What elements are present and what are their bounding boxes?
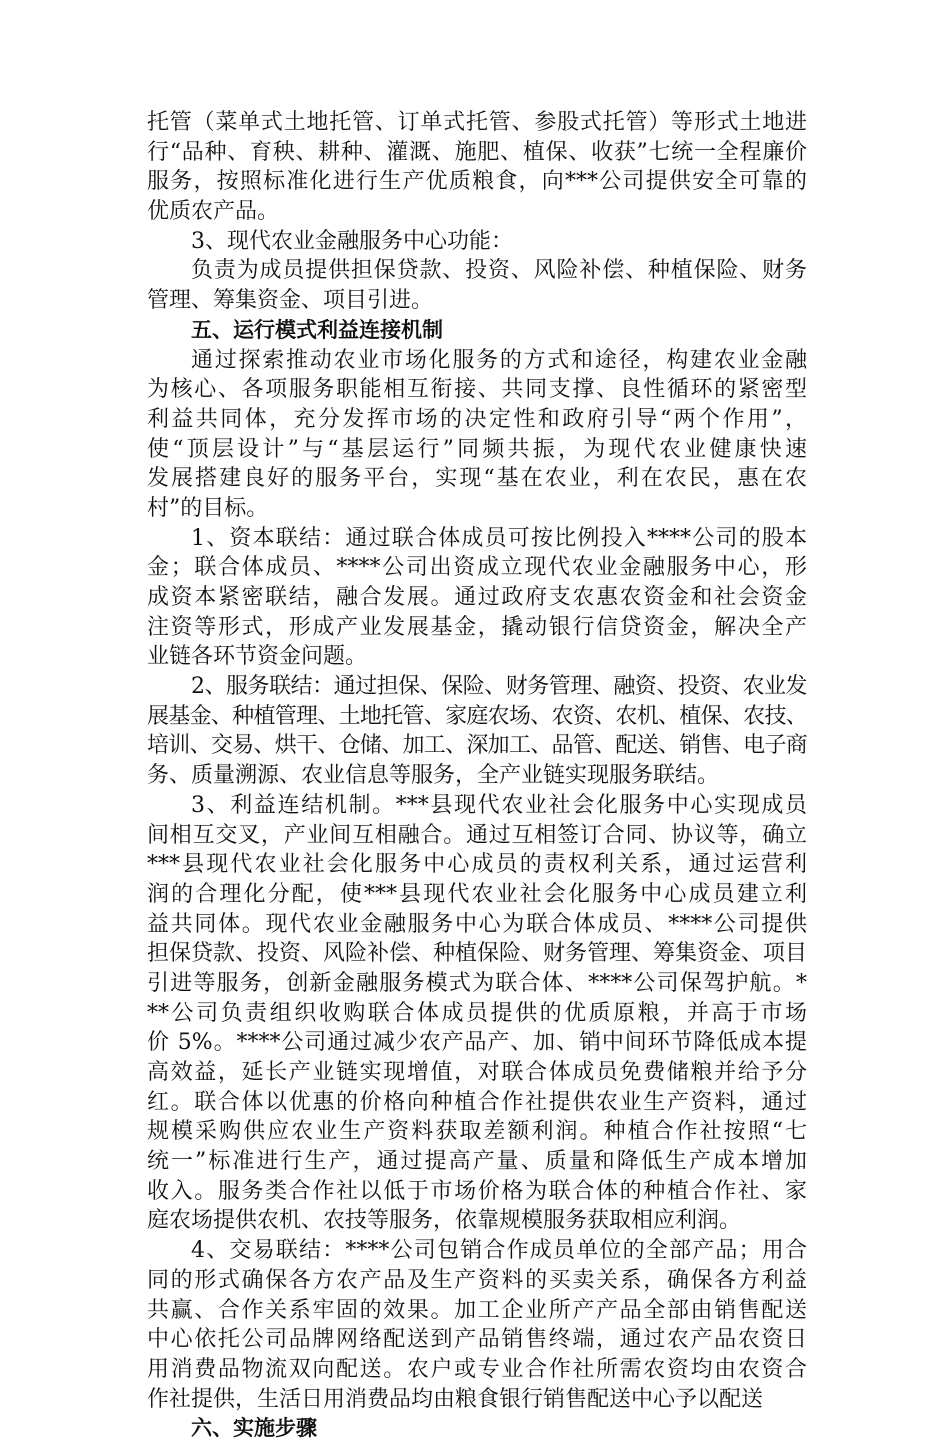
paragraph xyxy=(147,1236,807,1414)
paragraph xyxy=(147,524,807,672)
paragraph-line: 庭农场提供农机、农技等服务，依靠规模服务获取相应利润。 xyxy=(147,1208,742,1234)
paragraph-line: 润的合理化分配，使***县现代农业社会化服务中心成员建立利 xyxy=(147,881,807,907)
paragraph-line: 使“顶层设计”与“基层运行”同频共振，为现代农业健康快速 xyxy=(147,436,807,462)
paragraph xyxy=(147,346,807,524)
paragraph-line: 规模采购供应农业生产资料获取差额利润。种植合作社按照“七 xyxy=(147,1119,807,1145)
paragraph-line: 为核心、各项服务职能相互衔接、共同支撑、良性循环的紧密型 xyxy=(147,377,807,403)
paragraph-line: 利益共同体，充分发挥市场的决定性和政府引导“两个作用”， xyxy=(147,406,807,432)
paragraph-line: 金；联合体成员、****公司出资成立现代农业金融服务中心，形 xyxy=(147,555,807,581)
paragraph-line: 行“品种、育秧、耕种、灌溉、施肥、植保、收获”七统一全程廉价 xyxy=(147,139,807,165)
paragraph xyxy=(147,108,807,227)
paragraph-line: 引进等服务，创新金融服务模式为联合体、****公司保驾护航。* xyxy=(147,970,807,996)
section-heading: 五、运行模式利益连接机制 xyxy=(191,317,443,342)
section-heading: 六、实施步骤 xyxy=(191,1416,317,1441)
paragraph-line: 注资等形式，形成产业发展基金，撬动银行信贷资金，解决全产 xyxy=(147,614,807,640)
paragraph-line: 间相互交叉，产业间互相融合。通过互相签订合同、协议等，确立 xyxy=(147,822,807,848)
paragraph-line: 作社提供，生活日用消费品均由粮食银行销售配送中心予以配送 xyxy=(147,1386,764,1412)
document-page xyxy=(147,108,807,1444)
paragraph-line: 培训、交易、烘干、仓储、加工、深加工、品管、配送、销售、电子商 xyxy=(147,733,807,759)
paragraph-line: 展基金、种植管理、土地托管、家庭农场、农资、农机、植保、农技、 xyxy=(147,703,807,729)
paragraph-line: 担保贷款、投资、风险补偿、种植保险、财务管理、筹集资金、项目 xyxy=(147,941,808,967)
paragraph-line: 中心依托公司品牌网络配送到产品销售终端，通过农产品农资日 xyxy=(147,1327,807,1353)
paragraph-line: 高效益，延长产业链实现增值，对联合体成员免费储粮并给予分 xyxy=(147,1060,807,1085)
paragraph-line: **公司负责组织收购联合体成员提供的优质原粮，并高于市场 xyxy=(147,1000,807,1026)
paragraph-line: 管理、筹集资金、项目引进。 xyxy=(147,288,434,314)
paragraph-line: 通过探索推动农业市场化服务的方式和途径，构建农业金融 xyxy=(191,347,807,373)
paragraph-line: 价 5%。****公司通过减少农产品产、加、销中间环节降低成本提 xyxy=(147,1030,807,1056)
paragraph-line: 同的形式确保各方农产品及生产资料的买卖关系，确保各方利益 xyxy=(147,1267,807,1293)
paragraph-line: 3、现代农业金融服务中心功能： xyxy=(191,228,513,254)
paragraph-line: 托管（菜单式土地托管、订单式托管、参股式托管）等形式土地进 xyxy=(147,110,807,135)
paragraph-line: 务、质量溯源、农业信息等服务，全产业链实现服务联结。 xyxy=(147,763,720,789)
paragraph-line: 3、利益连结机制。***县现代农业社会化服务中心实现成员 xyxy=(191,792,807,818)
paragraph-line: 1、资本联结：通过联合体成员可按比例投入****公司的股本 xyxy=(191,525,807,551)
paragraph-line: 4、交易联结：****公司包销合作成员单位的全部产品；用合 xyxy=(191,1238,807,1264)
paragraph xyxy=(147,672,807,791)
paragraph-line: 收入。服务类合作社以低于市场价格为联合体的种植合作社、家 xyxy=(147,1178,807,1204)
paragraph xyxy=(147,791,807,1236)
paragraph-line: 2、服务联结：通过担保、保险、财务管理、融资、投资、农业发 xyxy=(191,674,807,700)
paragraph-line: 统一”标准进行生产，通过提高产量、质量和降低生产成本增加 xyxy=(147,1149,807,1175)
paragraph-line: 负责为成员提供担保贷款、投资、风险补偿、种植保险、财务 xyxy=(191,258,807,284)
paragraph-line: 服务，按照标准化进行生产优质粮食，向***公司提供安全可靠的 xyxy=(147,169,807,195)
paragraph xyxy=(147,227,807,257)
paragraph-line: 发展搭建良好的服务平台，实现“基在农业，利在农民，惠在农 xyxy=(147,466,807,492)
paragraph-line: 业链各环节资金问题。 xyxy=(147,644,368,670)
paragraph-line: 用消费品物流双向配送。农户或专业合作社所需农资均由农资合 xyxy=(147,1356,807,1382)
paragraph-line: ***县现代农业社会化服务中心成员的责权利关系，通过运营利 xyxy=(147,852,807,878)
paragraph xyxy=(147,256,807,315)
paragraph-line: 优质农产品。 xyxy=(147,199,280,225)
paragraph-line: 村”的目标。 xyxy=(147,495,269,521)
paragraph-line: 益共同体。现代农业金融服务中心为联合体成员、****公司提供 xyxy=(147,911,807,937)
paragraph-line: 共赢、合作关系牢固的效果。加工企业所产产品全部由销售配送 xyxy=(147,1297,807,1323)
paragraph-line: 成资本紧密联结，融合发展。通过政府支农惠农资金和社会资金 xyxy=(147,585,807,610)
paragraph-line: 红。联合体以优惠的价格向种植合作社提供农业生产资料，通过 xyxy=(147,1089,807,1115)
